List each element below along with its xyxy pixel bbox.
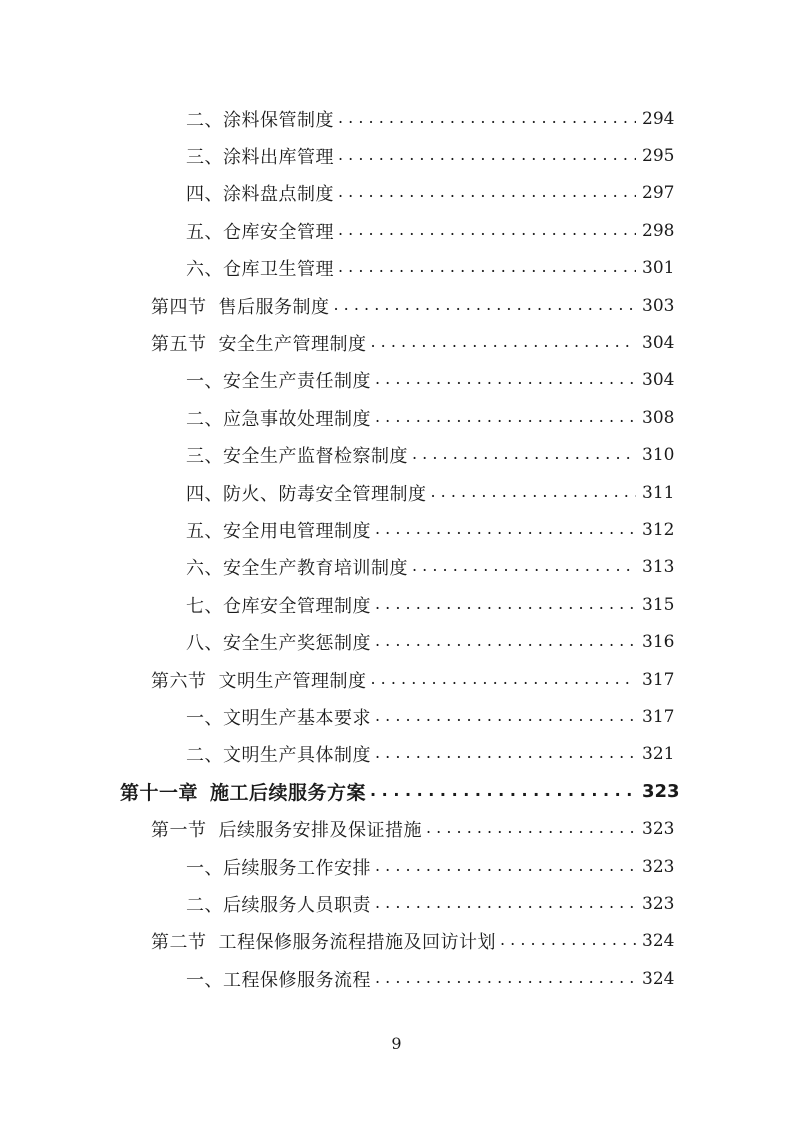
toc-entry-number: 第五节 [151, 334, 207, 356]
toc-entry-title [186, 442, 408, 468]
toc-page-number: 298 [642, 220, 675, 241]
toc-entry-number: 二、 [186, 894, 223, 916]
toc-dot-leader [334, 297, 637, 315]
toc-page-number: 308 [642, 407, 675, 428]
toc-entry-title [186, 854, 371, 880]
toc-page-number: 310 [642, 445, 675, 466]
toc-dot-leader [412, 558, 636, 576]
toc-entry-title [120, 778, 366, 805]
toc-entry-title [186, 741, 371, 767]
toc-page-number: 316 [642, 632, 675, 653]
toc-section-row[interactable] [0, 810, 793, 847]
toc-entry-number: 一、 [186, 707, 223, 729]
toc-page-number: 317 [642, 706, 675, 727]
toc-entry-text: 涂料盘点制度 [223, 184, 334, 206]
toc-entry-number: 一、 [186, 857, 223, 879]
toc-entry-number: 四、 [186, 483, 223, 505]
toc-item-row[interactable] [0, 736, 793, 773]
toc-dot-leader [426, 820, 636, 838]
toc-item-row[interactable] [0, 698, 793, 735]
toc-entry-title [186, 255, 334, 281]
toc-entry-number: 八、 [186, 633, 223, 655]
toc-entry-text: 应急事故处理制度 [223, 408, 371, 430]
toc-dot-leader [431, 484, 637, 502]
toc-entry-text: 仓库安全管理 [223, 221, 334, 243]
toc-section-row[interactable] [0, 287, 793, 324]
toc-page-number: 294 [642, 108, 675, 129]
toc-item-row[interactable] [0, 474, 793, 511]
toc-entry-title [186, 554, 408, 580]
toc-entry-title [186, 592, 371, 618]
toc-item-row[interactable] [0, 100, 793, 137]
toc-section-row[interactable] [0, 923, 793, 960]
toc-entry-text: 安全生产管理制度 [218, 334, 367, 356]
toc-dot-leader [375, 633, 636, 651]
toc-entry-number: 一、 [186, 371, 223, 393]
toc-page-number: 323 [642, 781, 680, 803]
toc-entry-title [186, 891, 371, 917]
toc-dot-leader [375, 895, 636, 913]
toc-page-number: 323 [642, 856, 675, 877]
toc-entry-text: 后续服务工作安排 [223, 857, 371, 879]
toc-page-number: 321 [642, 744, 675, 765]
toc-page-number: 315 [642, 594, 675, 615]
toc-page-number: 323 [642, 819, 675, 840]
toc-page-number: 317 [642, 669, 675, 690]
toc-item-row[interactable] [0, 362, 793, 399]
toc-section-row[interactable] [0, 324, 793, 361]
toc-entry-number: 四、 [186, 184, 223, 206]
toc-entry-text: 防火、防毒安全管理制度 [223, 483, 427, 505]
toc-page-number: 324 [642, 968, 675, 989]
toc-dot-leader [375, 371, 636, 389]
toc-dot-leader [370, 783, 636, 801]
toc-entry-number: 六、 [186, 259, 223, 281]
toc-entry-text: 售后服务制度 [218, 296, 330, 318]
toc-entry-title [186, 106, 334, 132]
toc-entry-text: 文明生产基本要求 [223, 707, 371, 729]
toc-entry-title [186, 405, 371, 431]
toc-item-row[interactable] [0, 437, 793, 474]
toc-item-row[interactable] [0, 175, 793, 212]
toc-page-number: 297 [642, 183, 675, 204]
toc-dot-leader [375, 409, 636, 427]
toc-entry-text: 仓库安全管理制度 [223, 595, 371, 617]
toc-entry-number: 二、 [186, 408, 223, 430]
toc-item-row[interactable] [0, 250, 793, 287]
toc-page-number: 312 [642, 519, 675, 540]
toc-item-row[interactable] [0, 212, 793, 249]
toc-entry-text: 工程保修服务流程措施及回访计划 [218, 932, 496, 954]
toc-item-row[interactable] [0, 399, 793, 436]
toc-entry-number: 第一节 [151, 820, 207, 842]
toc-dot-leader [338, 259, 636, 277]
toc-item-row[interactable] [0, 511, 793, 548]
toc-entry-number: 五、 [186, 520, 223, 542]
toc-entry-number: 第四节 [151, 296, 207, 318]
toc-dot-leader [371, 334, 637, 352]
toc-entry-title [186, 218, 334, 244]
toc-dot-leader [338, 184, 636, 202]
toc-dot-leader [375, 521, 636, 539]
toc-dot-leader [338, 147, 636, 165]
toc-dot-leader [375, 708, 636, 726]
toc-entry-text: 文明生产具体制度 [223, 745, 371, 767]
toc-entry-title [151, 667, 367, 693]
toc-chapter-row[interactable] [0, 773, 793, 810]
toc-entry-number: 六、 [186, 558, 223, 580]
toc-dot-leader [375, 596, 636, 614]
toc-item-row[interactable] [0, 549, 793, 586]
toc-entry-number: 一、 [186, 969, 223, 991]
toc-entry-number: 七、 [186, 595, 223, 617]
toc-entry-title [186, 367, 371, 393]
toc-dot-leader [338, 110, 636, 128]
toc-entry-text: 安全生产责任制度 [223, 371, 371, 393]
toc-entry-text: 仓库卫生管理 [223, 259, 334, 281]
toc-entry-text: 文明生产管理制度 [218, 670, 367, 692]
toc-item-row[interactable] [0, 137, 793, 174]
toc-entry-text: 涂料出库管理 [223, 147, 334, 169]
toc-dot-leader [338, 222, 636, 240]
toc-page-number: 304 [642, 370, 675, 391]
toc-entry-number: 第十一章 [120, 782, 199, 805]
toc-page-number: 324 [642, 931, 675, 952]
toc-entry-text: 安全生产奖惩制度 [223, 633, 371, 655]
toc-dot-leader [375, 745, 636, 763]
toc-entry-text: 安全生产监督检察制度 [223, 446, 408, 468]
toc-dot-leader [500, 932, 636, 950]
toc-entry-text: 施工后续服务方案 [210, 782, 367, 805]
toc-entry-title [186, 480, 427, 506]
toc-item-row[interactable] [0, 848, 793, 885]
toc-entry-number: 第六节 [151, 670, 207, 692]
toc-page-number: 313 [642, 557, 675, 578]
toc-entry-number: 三、 [186, 446, 223, 468]
toc-entry-number: 二、 [186, 109, 223, 131]
toc-entry-text: 安全生产教育培训制度 [223, 558, 408, 580]
toc-section-row[interactable] [0, 661, 793, 698]
toc-entry-title [186, 143, 334, 169]
toc-entry-number: 五、 [186, 221, 223, 243]
page-number: 9 [391, 1034, 402, 1053]
toc-item-row[interactable] [0, 623, 793, 660]
toc-entry-title [186, 966, 371, 992]
toc-item-row[interactable] [0, 960, 793, 997]
toc-entry-title [186, 180, 334, 206]
toc-entry-text: 安全用电管理制度 [223, 520, 371, 542]
toc-entry-text: 后续服务安排及保证措施 [218, 820, 422, 842]
toc-page-number: 303 [642, 295, 675, 316]
toc-dot-leader [375, 970, 636, 988]
toc-entry-text: 工程保修服务流程 [223, 969, 371, 991]
toc-page-number: 323 [642, 893, 675, 914]
toc-page-number: 295 [642, 146, 675, 167]
toc-entry-title [186, 704, 371, 730]
toc-entry-title [186, 629, 371, 655]
toc-entry-title [151, 330, 367, 356]
toc-dot-leader [371, 671, 637, 689]
toc-entry-text: 后续服务人员职责 [223, 894, 371, 916]
toc-page-number: 311 [642, 482, 675, 503]
toc-entry-number: 三、 [186, 147, 223, 169]
toc-item-row[interactable] [0, 586, 793, 623]
toc-entry-title [186, 517, 371, 543]
toc-entry-number: 第二节 [151, 932, 207, 954]
toc-entry-text: 涂料保管制度 [223, 109, 334, 131]
toc-entry-title [151, 816, 422, 842]
toc-entry-title [151, 928, 496, 954]
toc-item-row[interactable] [0, 885, 793, 922]
toc-page-number: 304 [642, 333, 675, 354]
toc-page-number: 301 [642, 258, 675, 279]
toc-dot-leader [375, 858, 636, 876]
table-of-contents [0, 100, 793, 997]
toc-entry-title [151, 293, 330, 319]
toc-entry-number: 二、 [186, 745, 223, 767]
toc-dot-leader [412, 446, 636, 464]
